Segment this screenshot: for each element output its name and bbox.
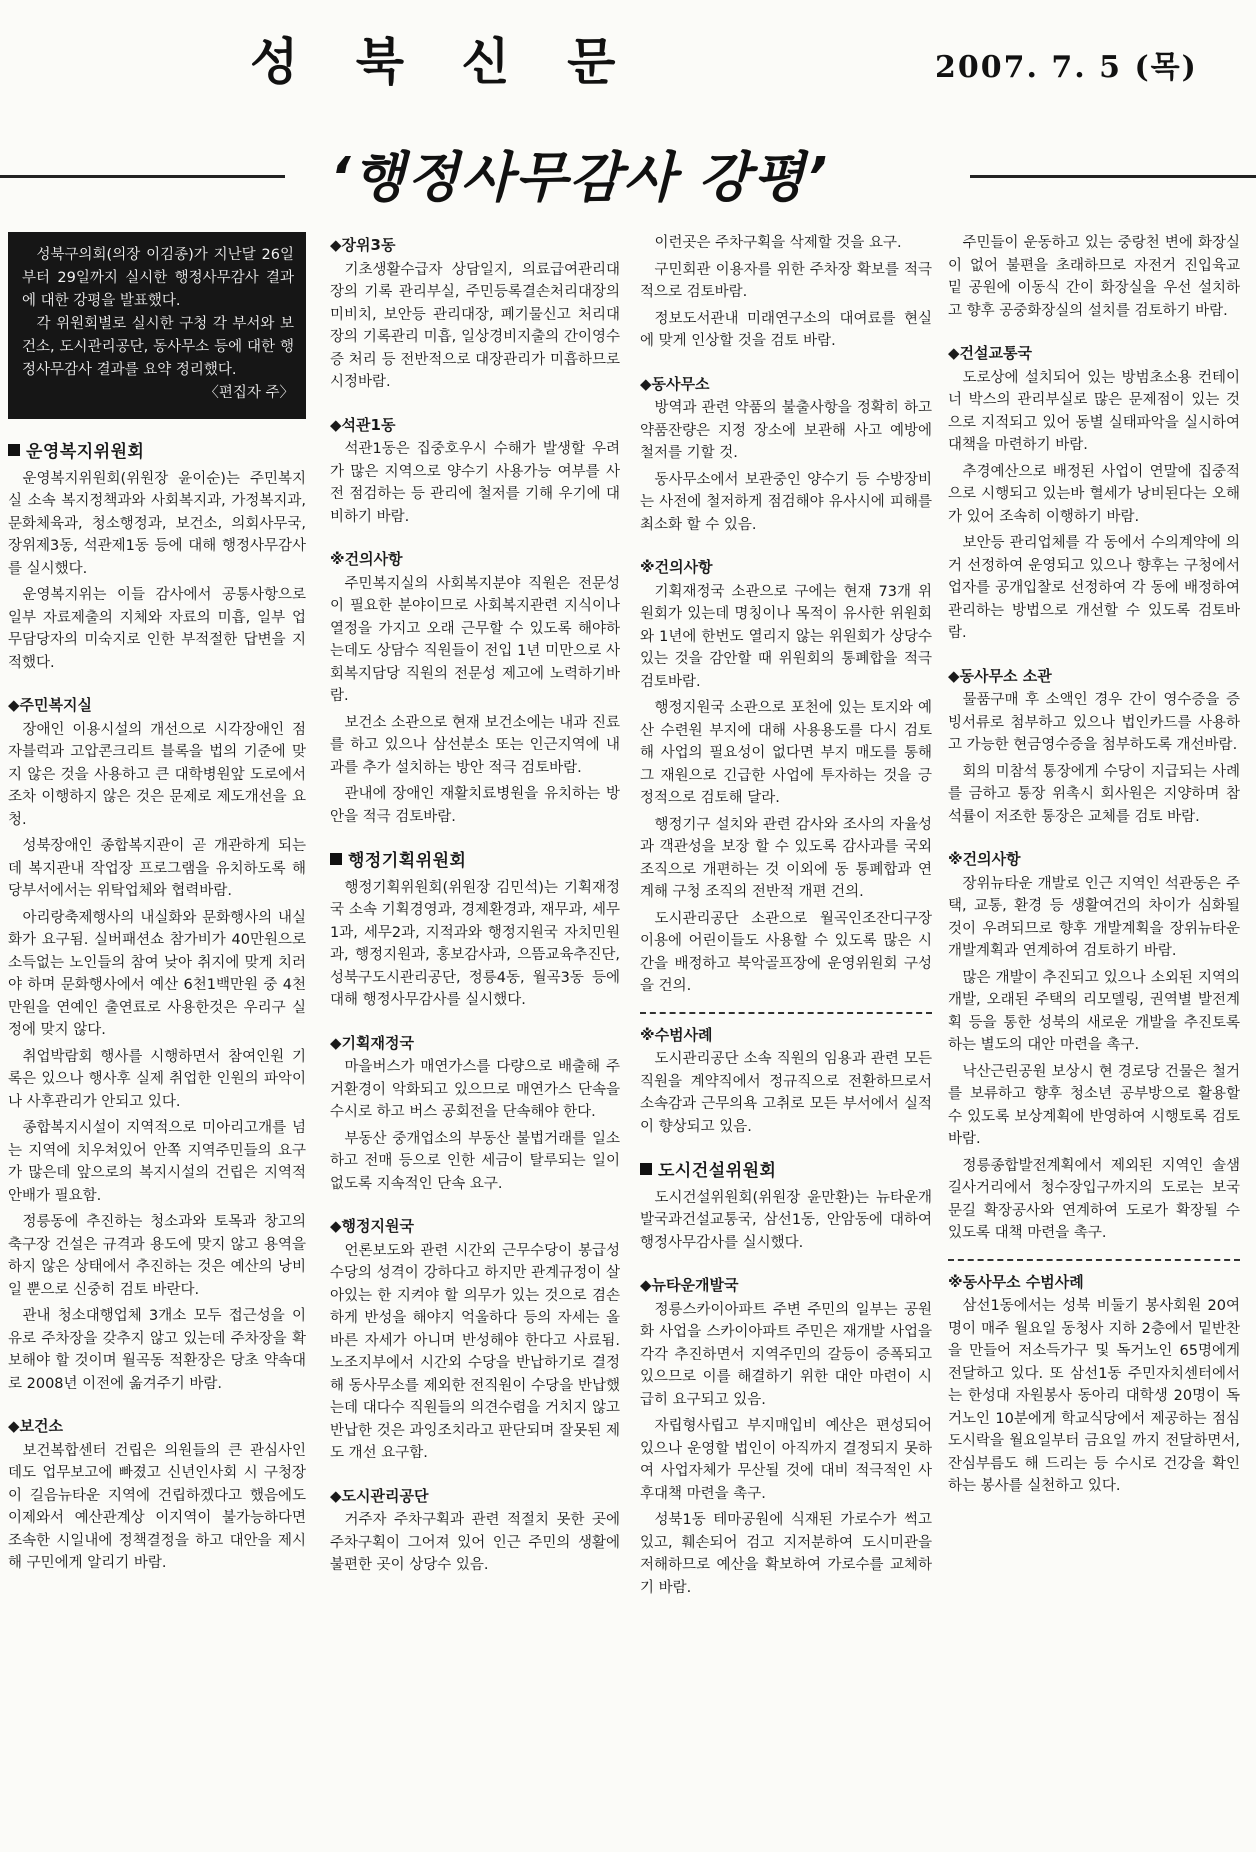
- section-title: 도시건설위원회: [658, 1161, 777, 1181]
- article-paragraph: 정보도서관내 미래연구소의 대여료를 현실에 맞게 인상할 것을 검토 바람.: [640, 310, 932, 349]
- subheading: ◆주민복지실: [8, 696, 92, 714]
- article-paragraph: 거주자 주차구획과 관련 적절치 못한 곳에 주차구획이 그어져 있어 인근 주민의 생활에 불편한 곳이 상당수 있음.: [330, 1512, 620, 1573]
- masthead-name: 성 북 신 문: [250, 32, 636, 91]
- subheading: ◆장위3동: [330, 236, 396, 254]
- article-paragraph: 기초생활수급자 상담일지, 의료급여관리대장의 기록 관리부실, 주민등록결손처리대장의 미비치, 보안등 관리대장, 폐기물신고 처리대장의 기록관리 미흡, 일상경비지출의 간이영수증 처리 등 전반적으로 대장관리가 미흡하므로 시정바람.: [330, 261, 620, 390]
- headline-rule-left: [0, 175, 285, 178]
- article-paragraph: 장애인 이용시설의 개선으로 시각장애인 점자블럭과 고압콘크리트 블록을 법의 기준에 맞지 않은 것을 사용하고 큰 대학병원앞 도로에서 조차 이행하지 않은 것은 문제로 제도개선을 요청.: [8, 721, 306, 828]
- subheading: ◆도시관리공단: [330, 1486, 429, 1505]
- article-paragraph: 회의 미참석 통장에게 수당이 지급되는 사례를 금하고 통장 위촉시 회사원은 지양하며 참석률이 저조한 통장은 교체를 검토 바람.: [948, 763, 1240, 825]
- article-paragraph: 도시관리공단 소속 직원의 임용과 관련 모든 직원을 계약직에서 정규직으로 전환하므로서 소속감과 근무의욕 고취로 모든 부서에서 실적이 향상되고 있음.: [640, 1051, 932, 1135]
- article-paragraph: 부동산 중개업소의 부동산 불법거래를 일소하고 전매 등으로 인한 세금이 탈루되는 일이 없도록 지속적인 단속 요구.: [330, 1130, 620, 1192]
- article-paragraph: 주민들이 운동하고 있는 중랑천 변에 화장실이 없어 불편을 초래하므로 자전거 진입육교 밑 공원에 이동식 간이 화장실을 우선 설치하고 향후 공중화장실의 설치를 검토하기 바람.: [948, 235, 1240, 319]
- article-paragraph: 종합복지시설이 지역적으로 미아리고개를 넘는 지역에 치우쳐있어 안쪽 지역주민들의 요구가 많은데 앞으로의 복지시설의 건립은 지역적 안배가 필요함.: [8, 1120, 306, 1204]
- article-paragraph: 성북장애인 종합복지관이 곧 개관하게 되는데 복지관내 작업장 프로그램을 유치하도록 해당부서에서는 위탁업체와 협력바람.: [8, 838, 306, 899]
- subheading: ※동사무소 수범사례: [948, 1272, 1084, 1291]
- subheading: ◆기획재정국: [330, 1033, 414, 1052]
- column-4: [948, 232, 1240, 1502]
- subheading: ◆보건소: [8, 1417, 64, 1435]
- subheading: ※건의사항: [948, 850, 1021, 868]
- article-paragraph: 언론보도와 관련 시간외 근무수당이 봉급성 수당의 성격이 강하다고 하지만 관계규정이 살아있는 한 지켜야 할 의무가 있는 것으로 겸손하게 반성을 해야지 억울하다 등의 자세는 올바른 자세가 아니며 반성해야 한다고 사료됨. 노조지부에서 시간외 수당을 반납하기로 결정해 동사무소를 제외한 전직원이 수당을 반납했는데 대다수 직원들의 의견수렴을 거치지 않고 반납한 것은 과잉조치라고 판단되며 잘못된 제도 개선 요구함.: [330, 1242, 620, 1461]
- editor-note: 〈편집자 주〉: [204, 385, 294, 401]
- article-paragraph: 물품구매 후 소액인 경우 간이 영수증을 증빙서류로 첨부하고 있으나 법인카드를 사용하고 가능한 현금영수증을 첨부하도록 개선바람.: [948, 692, 1240, 753]
- dashed-divider: [948, 1259, 1240, 1261]
- article-paragraph: 도시건설위원회(위원장 윤만환)는 뉴타운개발국과건설교통국, 삼선1동, 안암동에 대하여 행정사무감사를 실시했다.: [640, 1189, 932, 1251]
- article-paragraph: 마을버스가 매연가스를 다량으로 배출해 주거환경이 악화되고 있으므로 매연가스 단속을 수시로 하고 버스 공회전을 단속해야 한다.: [330, 1059, 620, 1120]
- article-paragraph: 보건복합센터 건립은 의원들의 큰 관심사인데도 업무보고에 빠졌고 신년인사회 시 구청장이 길음뉴타운 지역에 건립하겠다고 했음에도 이제와서 예산관계상 이지역이 불가능하다면 조속한 시일내에 정책결정을 하고 대안을 제시해 구민에게 알리기 바람.: [8, 1442, 306, 1571]
- article-paragraph: 삼선1동에서는 성북 비둘기 봉사회원 20여명이 매주 월요일 동청사 지하 2층에서 밑반찬을 만들어 저소득가구 및 독거노인 65명에게 전달하고 있다. 또 삼선1동 주민자치센터에서는 한성대 자원봉사 동아리 대학생 20명이 독거노인 10분에게 학교식당에서 제공하는 점심 도시락을 월요일부터 금요일 까지 전달하면서, 잔심부름도 해 드리는 등 수시로 건강을 확인 하는 봉사를 실천하고 있다.: [948, 1298, 1240, 1494]
- article-paragraph: 추경예산으로 배정된 사업이 연말에 집중적으로 시행되고 있는바 혈세가 낭비된다는 오해가 있어 조속히 이행하기 바람.: [948, 463, 1240, 525]
- headline-rule-right: [970, 175, 1256, 178]
- article-paragraph: 보안등 관리업체를 각 동에서 수의계약에 의거 선정하여 운영되고 있으나 향후는 구청에서 업자를 공개입찰로 선정하여 각 동에 배정하여 관리하는 방법으로 개선할 수 있도록 검토바람.: [948, 535, 1240, 641]
- lead-paragraph: 성북구의회(의장 이김종)가 지난달 26일부터 29일까지 실시한 행정사무감사 결과에 대한 강평을 발표했다.: [22, 247, 294, 309]
- subheading: ※건의사항: [330, 550, 403, 568]
- article-paragraph: 정릉스카이아파트 주변 주민의 일부는 공원화 사업을 스카이아파트 주민은 재개발 사업을 각각 추진하면서 지역주민의 갈등이 증폭되고 있으므로 이를 해결하기 위한 대안 마련이 시급히 요구되고 있음.: [640, 1301, 932, 1408]
- column-1: [8, 232, 306, 1579]
- article-paragraph: 운영복지위는 이들 감사에서 공통사항으로 일부 자료제출의 지체와 자료의 미흡, 일부 업무담당자의 미숙지로 인한 부적절한 답변을 지적했다.: [8, 587, 306, 671]
- article-paragraph: 구민회관 이용자를 위한 주차장 확보를 적극적으로 검토바람.: [640, 261, 932, 300]
- article-paragraph: 행정기획위원회(위원장 김민석)는 기획재정국 소속 기획경영과, 경제환경과, 재무과, 세무1과, 세무2과, 지적과와 행정지원국 자치민원과, 행정지원과, 홍보감사과, 으뜸교육추진단, 성북구도시관리공단, 정릉4동, 월곡3동 등에 대해 행정사무감사를 실시했다.: [330, 879, 620, 1008]
- column-2: [330, 232, 620, 1581]
- subheading: ◆동사무소 소관: [948, 666, 1052, 685]
- editor-lead-box: [8, 232, 306, 419]
- section-title: 행정기획위원회: [348, 851, 467, 871]
- article-paragraph: 도시관리공단 소관으로 월곡인조잔디구장 이용에 어린이들도 사용할 수 있도록 많은 시간을 배정하고 북악골프장에 운영위원회 구성을 건의.: [640, 910, 932, 994]
- article-paragraph: 아리랑축제행사의 내실화와 문화행사의 내실화가 요구됨. 실버패션쇼 참가비가 40만원으로 소득없는 노인들의 참여 낮아 취지에 맞게 치러야 하며 문화행사에서 예산 6천1백만원 중 4천만원을 연예인 출연료로 사용한것은 우리구 실정에 맞지 않다.: [8, 909, 306, 1038]
- section-title: 운영복지위원회: [26, 442, 145, 462]
- square-bullet-icon: [8, 444, 20, 456]
- article-paragraph: 주민복지실의 사회복지분야 직원은 전문성이 필요한 분야이므로 사회복지관련 지식이나 열정을 가지고 오래 근무할 수 있도록 해야하는데도 상담수 직원들이 전입 1년 미만으로 사회복지담당 직원의 전문성 제고에 노력하기바람.: [330, 575, 620, 704]
- subheading: ◆동사무소: [640, 374, 710, 393]
- subheading: ※수범사례: [640, 1025, 713, 1044]
- square-bullet-icon: [330, 853, 342, 865]
- article-paragraph: 동사무소에서 보관중인 양수기 등 수방장비는 사전에 철저하게 점검해야 유사시에 피해를 최소화 할 수 있음.: [640, 471, 932, 533]
- article-paragraph: 행정지원국 소관으로 포천에 있는 토지와 예산 수련원 부지에 대해 사용용도를 다시 검토해 사업의 필요성이 없다면 부지 매도를 통해 그 재원으로 긴급한 사업에 투자하는 것을 긍정적으로 검토해 달라.: [640, 700, 932, 806]
- section-heading: [640, 1160, 932, 1183]
- subheading: ◆석관1동: [330, 415, 396, 434]
- article-paragraph: 많은 개발이 추진되고 있으나 소외된 지역의 개발, 오래된 주택의 리모델링, 권역별 발전계획 등을 통한 성북의 새로운 개발을 추진토록 하는 별도의 대안 마련을 촉구.: [948, 969, 1240, 1053]
- article-paragraph: 정릉동에 추진하는 청소과와 토목과 창고의 축구장 건설은 규격과 용도에 맞지 않고 용역을 하지 않은 상태에서 추진하는 것은 예산의 낭비일 뿐으로 신중히 검토 바란다.: [8, 1214, 306, 1298]
- article-paragraph: 기획재정국 소관으로 구에는 현재 73개 위원회가 있는데 명칭이나 목적이 유사한 위원회와 1년에 한번도 열리지 않는 위원회가 상당수 있는 것을 감안할 때 위원회의 통폐합을 적극 검토바람.: [640, 583, 932, 690]
- article-paragraph: 취업박람회 행사를 시행하면서 참여인원 기록은 있으나 행사후 실제 취업한 인원의 파악이나 사후관리가 안되고 있다.: [8, 1048, 306, 1110]
- article-paragraph: 낙산근린공원 보상시 현 경로당 건물은 철거를 보류하고 향후 청소년 공부방으로 활용할 수 있도록 보상계획에 반영하여 시행토록 검토바람.: [948, 1063, 1240, 1147]
- article-paragraph: 이런곳은 주차구획을 삭제할 것을 요구.: [654, 235, 902, 251]
- article-paragraph: 정릉종합발전계획에서 제외된 지역인 솔샘길사거리에서 청수장입구까지의 도로는 보국문길 확장공사와 연계하여 도로가 확장될 수 있도록 대책 마련을 촉구.: [948, 1157, 1240, 1241]
- subheading: ◆뉴타운개발국: [640, 1276, 739, 1294]
- article-paragraph: 행정기구 설치와 관련 감사와 조사의 자율성과 객관성을 보장 할 수 있도록 감사과를 국외 조직으로 개편하는 것 이외에 동 통폐합과 연계해 구청 조직의 전반적 개편 건의.: [640, 816, 932, 900]
- dashed-divider: [640, 1012, 932, 1014]
- subheading: ※건의사항: [640, 558, 713, 576]
- article-paragraph: 방역과 관련 약품의 불출사항을 정확히 하고 약품잔량은 지정 장소에 보관해 사고 예방에 철저를 기할 것.: [640, 400, 932, 461]
- subheading: ◆행정지원국: [330, 1217, 414, 1235]
- column-3: [640, 232, 932, 1603]
- article-paragraph: 자립형사립고 부지매입비 예산은 편성되어 있으나 운영할 법인이 아직까지 결정되지 못하여 사업자체가 무산될 것에 대비 적극적인 사후대책 마련을 촉구.: [640, 1418, 932, 1502]
- article-paragraph: 운영복지위원회(위원장 윤이순)는 주민복지실 소속 복지정책과와 사회복지과, 가정복지과, 문화체육과, 청소행정과, 보건소, 의회사무국, 장위제3동, 석관제1동 등에 대해 행정사무감사를 실시했다.: [8, 470, 306, 577]
- lead-paragraph: 각 위원회별로 실시한 구청 각 부서와 보건소, 도시관리공단, 동사무소 등에 대한 행정사무감사 결과를 요약 정리했다.: [22, 316, 294, 378]
- article-paragraph: 도로상에 설치되어 있는 방범초소용 컨테이너 박스의 관리부실로 많은 문제점이 있는 것으로 지적되고 있어 동별 실태파악을 실시하여 대책을 마련하기 바람.: [948, 369, 1240, 453]
- article-paragraph: 관내 청소대행업체 3개소 모두 접근성을 이유로 주차장을 갖추지 않고 있는데 주차장을 확보해야 할 것이며 월곡동 적환장은 당초 약속대로 2008년 이전에 옮겨주기 바람.: [8, 1308, 306, 1392]
- square-bullet-icon: [640, 1163, 652, 1175]
- masthead-date: 2007. 7. 5 (목): [935, 50, 1198, 85]
- subheading: ◆건설교통국: [948, 344, 1032, 362]
- headline: ‘행정사무감사 강평’: [330, 146, 830, 209]
- article-paragraph: 성북1동 테마공원에 식재된 가로수가 썩고 있고, 훼손되어 검고 지저분하여 도시미관을 저해하므로 예산을 확보하여 가로수를 교체하기 바람.: [640, 1512, 932, 1596]
- article-paragraph: 관내에 장애인 재활치료병원을 유치하는 방안을 적극 검토바람.: [330, 786, 620, 825]
- section-heading: [330, 850, 620, 873]
- section-heading: [8, 441, 306, 464]
- article-paragraph: 장위뉴타운 개발로 인근 지역인 석관동은 주택, 교통, 환경 등 생활여건의 차이가 심화될 것이 우려되므로 향후 개발계획을 장위뉴타운 개발계획과 연계하여 검토하기 바람.: [948, 875, 1240, 959]
- article-paragraph: 석관1동은 집중호우시 수해가 발생할 우려가 많은 지역으로 양수기 사용가능 여부를 사전 점검하는 등 관리에 철저를 기해 우기에 대비하기 바람.: [330, 441, 620, 525]
- article-paragraph: 보건소 소관으로 현재 보건소에는 내과 진료를 하고 있으나 삼선분소 또는 인근지역에 내과를 추가 설치하는 방안 적극 검토바람.: [330, 714, 620, 776]
